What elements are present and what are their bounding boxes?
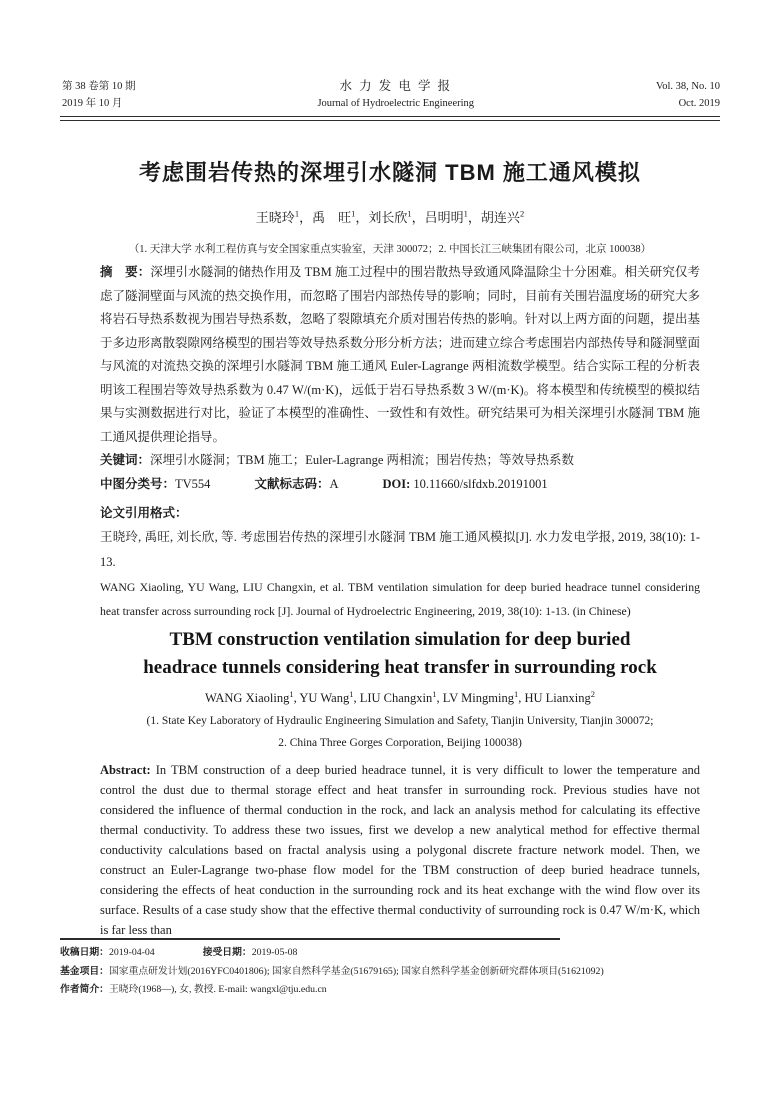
- article-title-zh: 考虑围岩传热的深埋引水隧洞 TBM 施工通风模拟: [139, 160, 641, 185]
- keywords-label: 关键词：: [100, 453, 151, 467]
- classification-line: [100, 473, 700, 497]
- dates-line: 收稿日期：2019-04-04 接受日期：2019-05-08: [60, 947, 298, 958]
- citation-heading: 论文引用格式：: [100, 506, 188, 520]
- header-journal-name: [317, 78, 474, 112]
- header-volume-issue-zh: 第 38 卷第 10 期: [62, 81, 136, 92]
- header-volume-issue-en: Vol. 38, No. 10: [656, 81, 720, 92]
- affiliation-en: [100, 710, 700, 754]
- affiliation-en-line1: (1. State Key Laboratory of Hydraulic Engineering Simulation and Safety, Tianjin University, Tianjin 300072;: [146, 715, 654, 728]
- author-zh: 禹 旺$^1$，: [312, 208, 369, 225]
- journal-name-zh: 水 力 发 电 学 报: [339, 79, 453, 93]
- affiliation-zh: （1. 天津大学 水利工程仿真与安全国家重点实验室，天津 300072；2. 中国长江三峡集团有限公司，北京 100038）: [128, 244, 652, 255]
- citation-en: WANG Xiaoling, YU Wang, LIU Changxin, et al. TBM ventilation simulation for deep buried headrace tunnel considering heat transfer across surrounding rock [J]. Journal of Hydroelectric Engineering, 2019, 38(10): 1-13. (in Chinese): [100, 580, 700, 618]
- author-en: LV Mingming$^1$,: [442, 689, 525, 706]
- abstract-en-text: In TBM construction of a deep buried headrace tunnel, it is very difficult to lower the temperature and control the dust due to thermal storage effect and heat transfer in surrounding rock. Previous studies have not considered the influence of thermal conduction in the rock, and lack an analysis method for calculating its effective thermal conductivity. To address these two issues, first we develop a new analytical method for effective thermal conductivity calculations based on fractal analysis using a polygonal discrete fracture network model. Then, we construct an Euler-Lagrange two-phase flow model for the TBM construction of deep buried headrace tunnels, considering the effects of heat conduction in the surrounding rock and its heat exchange with the wind flow over its surface. Results of a case study show that the effective thermal conductivity of surrounding rock is 0.47 W/m·K, which is far less than: [100, 763, 700, 938]
- journal-name-en: Journal of Hydroelectric Engineering: [317, 98, 475, 109]
- doi: DOI: 10.11660/slfdxb.20191001: [382, 476, 548, 491]
- keywords-line: [100, 449, 700, 473]
- author-zh: 王晓玲$^1$，: [255, 208, 313, 225]
- abstract-zh-text: 深埋引水隧洞的储热作用及 TBM 施工过程中的围岩散热导致通风降温除尘十分困难。相关研究仅考虑了隧洞壁面与风流的热交换作用，而忽略了围岩内部热传导的影响；同时，目前有关围岩温度场的研究大多将岩石导热系数视为围岩导热系数，忽略了裂隙填充介质对围岩传热的影响。针对以上两方面的问题，提出基于多边形离散裂隙网络模型的围岩等效导热系数分形分析方法；进而建立综合考虑围岩内部热传导和隧洞壁面与风流的对流热交换的深埋引水隧洞 TBM 施工通风 Euler-Lagrange 两相流数学模型。结合实际工程的分析表明该工程围岩等效导热系数为 0.47 W/(m·K)，远低于岩石导热系数 3 W/(m·K)。将本模型和传统模型的模拟结果与实测数据进行对比，验证了本模型的准确性、一致性和有效性。研究结果可为相关深埋引水隧洞 TBM 施工通风提供理论指导。: [100, 265, 701, 444]
- abstract-zh-label: 摘 要：: [100, 265, 151, 279]
- header-date-zh: 2019 年 10 月: [62, 98, 123, 109]
- document-code: 文献标志码：A: [254, 476, 339, 491]
- article-title-en: TBM construction ventilation simulation for deep buried headrace tunnels considering heat transfer in surrounding rock: [143, 629, 657, 678]
- clc-number: 中图分类号：TV554: [100, 476, 211, 491]
- author-en: WANG Xiaoling$^1$,: [204, 689, 300, 706]
- author-en: HU Lianxing$^2$: [524, 689, 596, 706]
- author-zh: 刘长欣$^1$，: [368, 208, 425, 225]
- author-zh: 吕明明$^1$，: [424, 208, 481, 225]
- citation-block: [100, 501, 700, 623]
- abstract-en: [100, 760, 700, 940]
- header-issue-en: [656, 78, 720, 112]
- author-zh: 胡连兴$^2$: [480, 208, 525, 225]
- authors-zh: [0, 207, 780, 226]
- funding-line: 基金项目：国家重点研发计划(2016YFC0401806); 国家自然科学基金(51679165); 国家自然科学基金创新研究群体项目(51621092): [60, 965, 604, 977]
- author-en: YU Wang$^1$,: [299, 689, 360, 706]
- keywords-text: 深埋引水隧洞；TBM 施工；Euler-Lagrange 两相流；围岩传热；等效导热系数: [150, 453, 575, 467]
- footnote-divider: [60, 938, 560, 940]
- citation-zh: 王晓玲, 禹旺, 刘长欣, 等. 考虑围岩传热的深埋引水隧洞 TBM 施工通风模拟[J]. 水力发电学报, 2019, 38(10): 1-13.: [100, 530, 700, 569]
- authors-en: [100, 684, 700, 708]
- header-divider: [60, 116, 720, 121]
- abstract-zh: [100, 261, 700, 449]
- abstract-en-label: Abstract:: [100, 763, 151, 778]
- main-column: [100, 261, 700, 940]
- author-en: LIU Changxin$^1$,: [359, 689, 443, 706]
- page-footnotes: [60, 944, 725, 1000]
- header-date-en: Oct. 2019: [678, 98, 720, 109]
- header-issue-zh: [62, 78, 136, 112]
- affiliation-en-line2: 2. China Three Gorges Corporation, Beijing 100038): [278, 737, 522, 750]
- author-bio-line: 作者简介：王晓玲(1968—), 女, 教授. E-mail: wangxl@tju.edu.cn: [60, 984, 327, 995]
- journal-header: [62, 78, 720, 112]
